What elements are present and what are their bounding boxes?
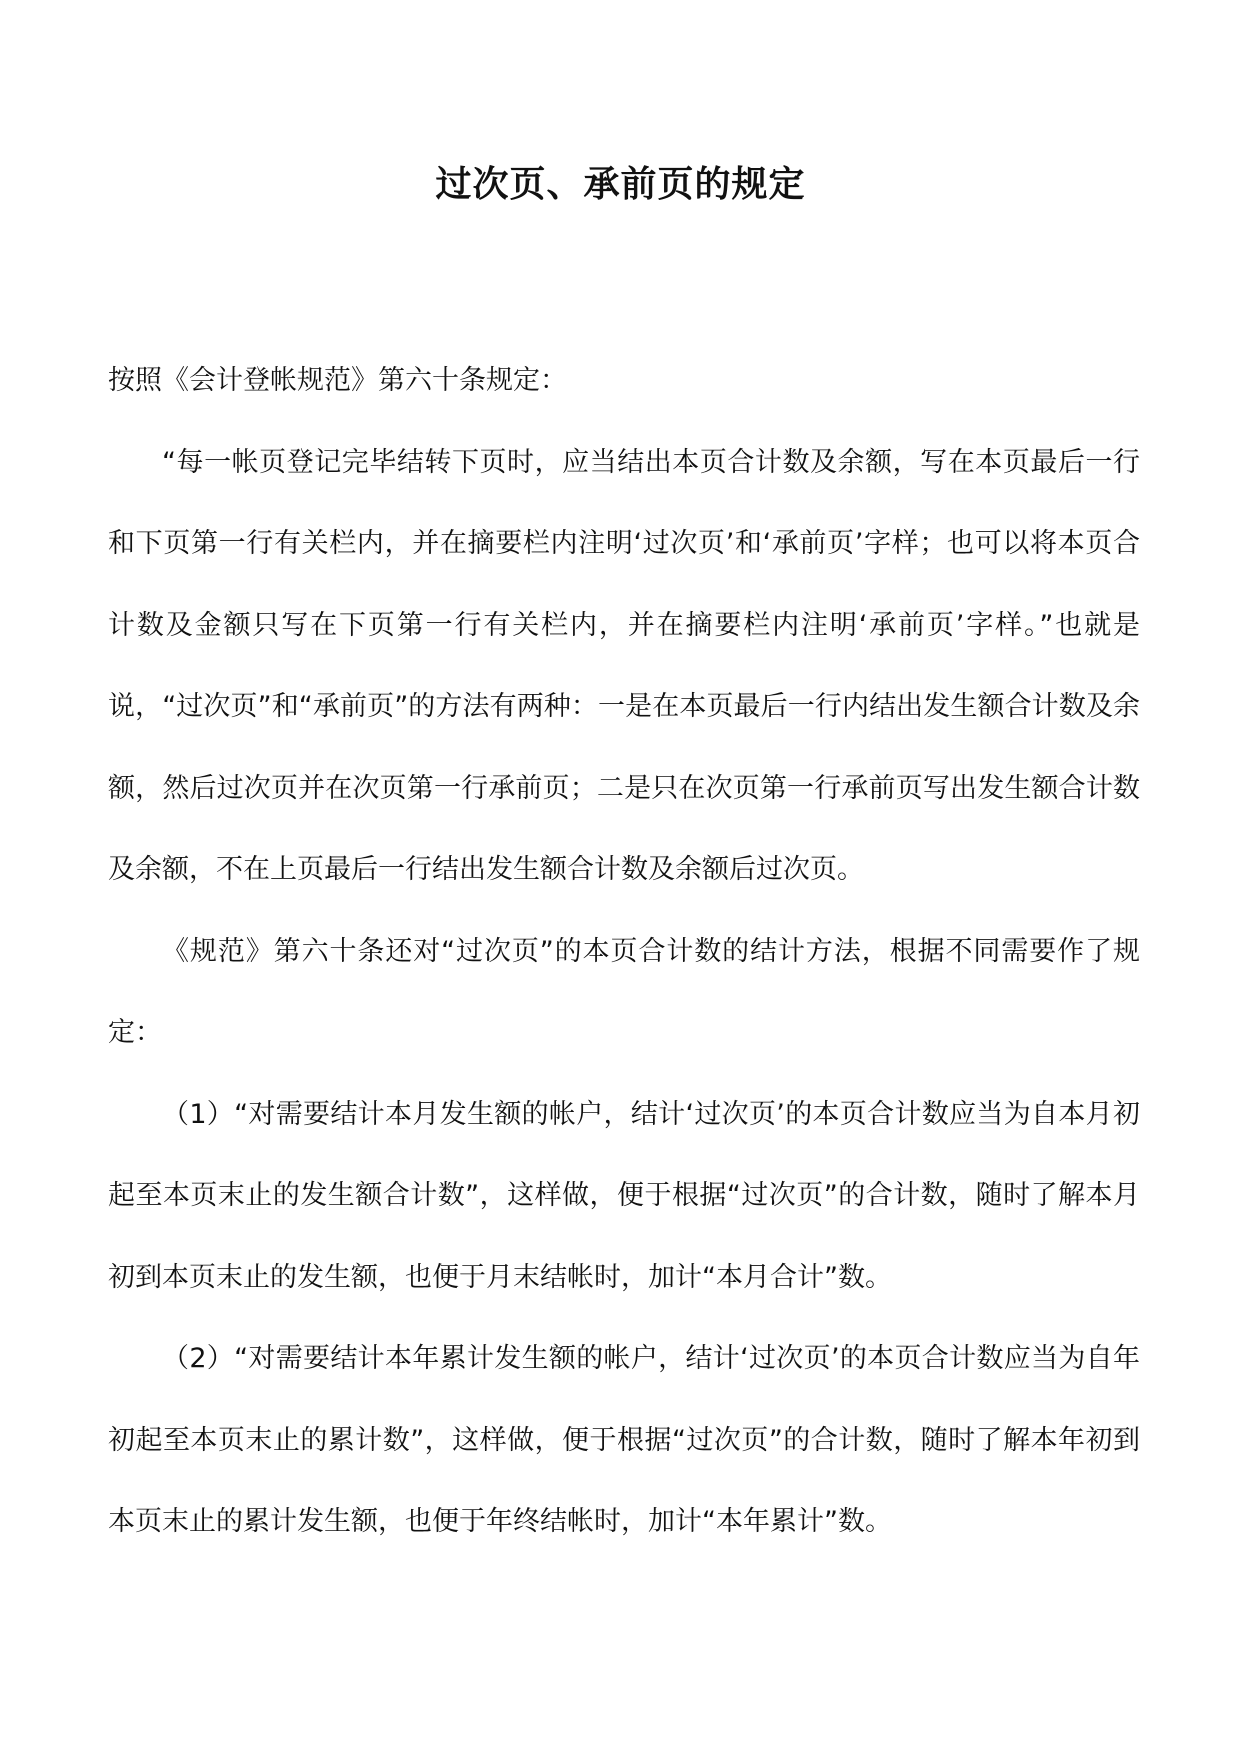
paragraph-quote: “每一帐页登记完毕结转下页时，应当结出本页合计数及余额，写在本页最后一行和下页第一行有关栏内，并在摘要栏内注明‘过次页’和‘承前页’字样；也可以将本页合计数及金额只写在下页第一行有关栏内，并在摘要栏内注明‘承前页’字样。”也就是说，“过次页”和“承前页”的方法有两种：一是在本页最后一行内结出发生额合计数及余额，然后过次页并在次页第一行承前页；二是只在次页第一行承前页写出发生额合计数及余额，不在上页最后一行结出发生额合计数及余额后过次页。 xyxy=(108,446,1140,885)
paragraph-item-2: （2）“对需要结计本年累计发生额的帐户，结计‘过次页’的本页合计数应当为自年初起至本页末止的累计数”，这样做，便于根据“过次页”的合计数，随时了解本年初到本页末止的累计发生额，也便于年终结帐时，加计“本年累计”数。 xyxy=(108,1343,1140,1537)
paragraph-method: 《规范》第六十条还对“过次页”的本页合计数的结计方法，根据不同需要作了规定： xyxy=(108,935,1140,1048)
paragraph-item-1: （1）“对需要结计本月发生额的帐户，结计‘过次页’的本页合计数应当为自本月初起至本页末止的发生额合计数”，这样做，便于根据“过次页”的合计数，随时了解本月初到本页末止的发生额，也便于月末结帐时，加计“本月合计”数。 xyxy=(108,1098,1140,1293)
document-body xyxy=(108,340,1140,1563)
document-title: 过次页、承前页的规定 xyxy=(435,163,806,205)
paragraph-intro: 按照《会计登帐规范》第六十条规定： xyxy=(108,365,567,396)
